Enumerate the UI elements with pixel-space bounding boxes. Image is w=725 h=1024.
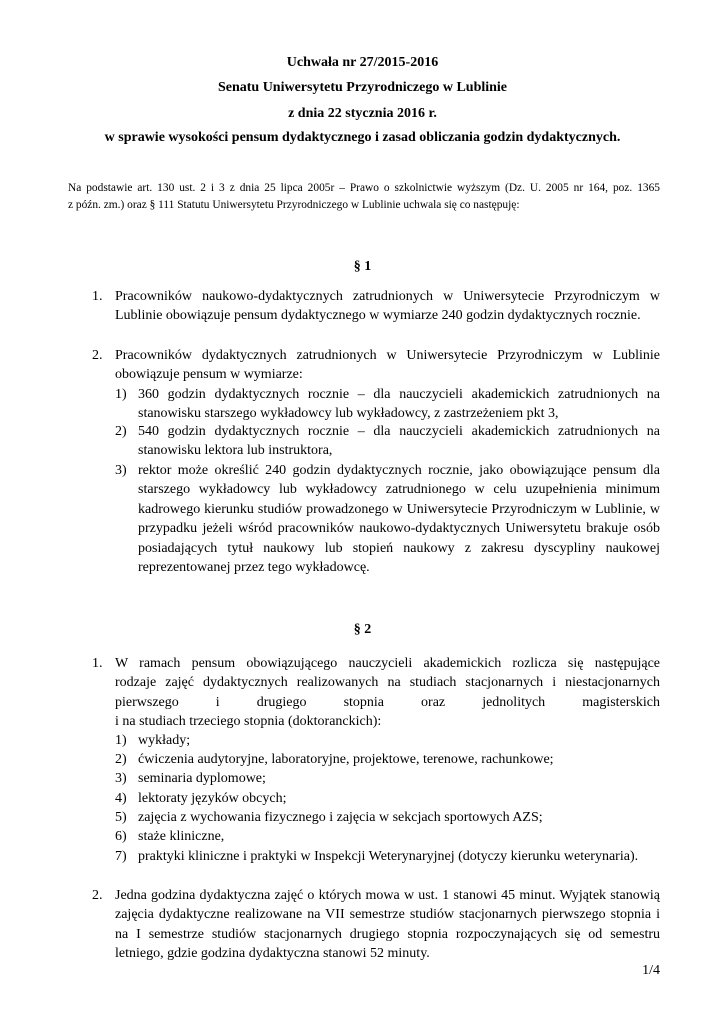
item-number: 2. — [92, 888, 103, 903]
subitem-text: praktyki kliniczne i praktyki w Inspekcji Weterynaryjnej (dotyczy kierunku weterynaria). — [138, 849, 639, 864]
subitem-number: 2) — [115, 752, 127, 767]
issuing-body: Senatu Uniwersytetu Przyrodniczego w Lublinie — [217, 80, 508, 95]
item-number: 1. — [92, 656, 103, 671]
subitem-text: staże kliniczne, — [138, 829, 225, 844]
s2-subitem-6 — [115, 827, 660, 846]
subitem-number: 7) — [115, 849, 127, 864]
s2-subitem-5 — [115, 808, 660, 827]
subitem-text: 540 godzin dydaktycznych rocznie – dla nauczycieli akademickich zatrudnionych na stanowisku lektora lub instruktora, — [138, 424, 660, 459]
subitem-text: wykłady; — [138, 733, 191, 748]
s2-subitem-4 — [115, 789, 660, 808]
subitem-text: ćwiczenia audytoryjne, laboratoryjne, projektowe, terenowe, rachunkowe; — [138, 752, 554, 767]
resolution-date: z dnia 22 stycznia 2016 r. — [288, 106, 437, 121]
subitem-text: 360 godzin dydaktycznych rocznie – dla nauczycieli akademickich zatrudnionych na stanowisku starszego wykładowcy lub wykładowcy, z zastrzeżeniem pkt 3, — [138, 387, 660, 422]
subitem-text: seminaria dyplomowe; — [138, 771, 266, 786]
resolution-number: Uchwała nr 27/2015-2016 — [286, 55, 439, 70]
subitem-number: 6) — [115, 829, 127, 844]
subitem-text: zajęcia z wychowania fizycznego i zajęcia w sekcjach sportowych AZS; — [138, 810, 543, 825]
preamble-line-1: Na podstawie art. 130 ust. 2 i 3 z dnia 25 lipca 2005r – Prawo o szkolnictwie wyższym (Dz. U. 2005 nr 164, poz. 1365 — [68, 182, 660, 194]
section-heading-1: § 1 — [353, 259, 372, 274]
item-text: Pracowników dydaktycznych zatrudnionych w Uniwersytecie Przyrodniczym w Lublinie obowiązuje pensum w wymiarze: — [115, 348, 660, 383]
s2-subitem-1 — [115, 731, 660, 750]
subitem-text: lektoraty języków obcych; — [138, 791, 287, 806]
s1-item-1 — [92, 287, 660, 326]
s2-item-2 — [92, 886, 660, 964]
s2-subitem-3 — [115, 769, 660, 788]
s2-item-1 — [92, 654, 660, 732]
s1-item-2 — [92, 346, 660, 385]
page-number: 1/4 — [642, 963, 660, 978]
subitem-number: 2) — [115, 424, 127, 439]
item-text-line: rodzaje zajęć dydaktycznych realizowanych na studiach stacjonarnych i niestacjonarnych — [115, 675, 660, 691]
subitem-number: 1) — [115, 387, 127, 402]
subitem-number: 1) — [115, 733, 127, 748]
s1-subitem-3 — [115, 461, 660, 577]
subitem-number: 5) — [115, 810, 127, 825]
item-text-line: W ramach pensum obowiązującego nauczycieli akademickich rozlicza się następujące — [115, 656, 660, 671]
preamble-line-2: z późn. zm.) oraz § 111 Statutu Uniwersytetu Przyrodniczego w Lublinie uchwala się co następuję: — [68, 199, 520, 211]
subitem-number: 3) — [115, 463, 127, 478]
section-heading-2: § 2 — [353, 622, 372, 637]
resolution-subject: w sprawie wysokości pensum dydaktycznego i zasad obliczania godzin dydaktycznych. — [104, 130, 621, 145]
s2-subitem-7 — [115, 847, 660, 866]
subitem-text: rektor może określić 240 godzin dydaktycznych rocznie, jako obowiązujące pensum dla starszego wykładowcy lub wykładowcy zatrudnionego w celu uzupełnienia minimum kadrowego kierunku studiów prowadzonego w Uniwersytecie Przyrodniczym w Lublinie, w przypadku jeżeli wśród pracowników naukowo-dydaktycznych Uniwersytetu brakuje osób posiadających tytuł naukowy lub stopień naukowy z zakresu dyscypliny naukowej reprezentowanej przez tego wykładowcę. — [138, 463, 660, 576]
s2-subitem-2 — [115, 750, 660, 769]
item-text: Pracowników naukowo-dydaktycznych zatrudnionych w Uniwersytecie Przyrodniczym w Lublinie obowiązuje pensum dydaktycznego w wymiarze 240 godzin dydaktycznych rocznie. — [115, 289, 660, 324]
item-number: 2. — [92, 348, 103, 363]
item-text-line: pierwszego i drugiego stopnia oraz jednolitych magisterskich — [115, 694, 660, 710]
item-text: Jedna godzina dydaktyczna zajęć o których mowa w ust. 1 stanowi 45 minut. Wyjątek stanowią zajęcia dydaktyczne realizowane na VII semestrze studiów stacjonarnych pierwszego stopnia i na I semestrze studiów stacjonarnych drugiego stopnia rozpoczynających się od semestru letniego, gdzie godzina dydaktyczna stanowi 52 minuty. — [115, 888, 660, 962]
item-number: 1. — [92, 289, 103, 304]
s1-subitem-2 — [115, 422, 660, 461]
item-text-line: i na studiach trzeciego stopnia (doktoranckich): — [115, 714, 382, 730]
s1-subitem-1 — [115, 385, 660, 424]
subitem-number: 4) — [115, 791, 127, 806]
subitem-number: 3) — [115, 771, 127, 786]
